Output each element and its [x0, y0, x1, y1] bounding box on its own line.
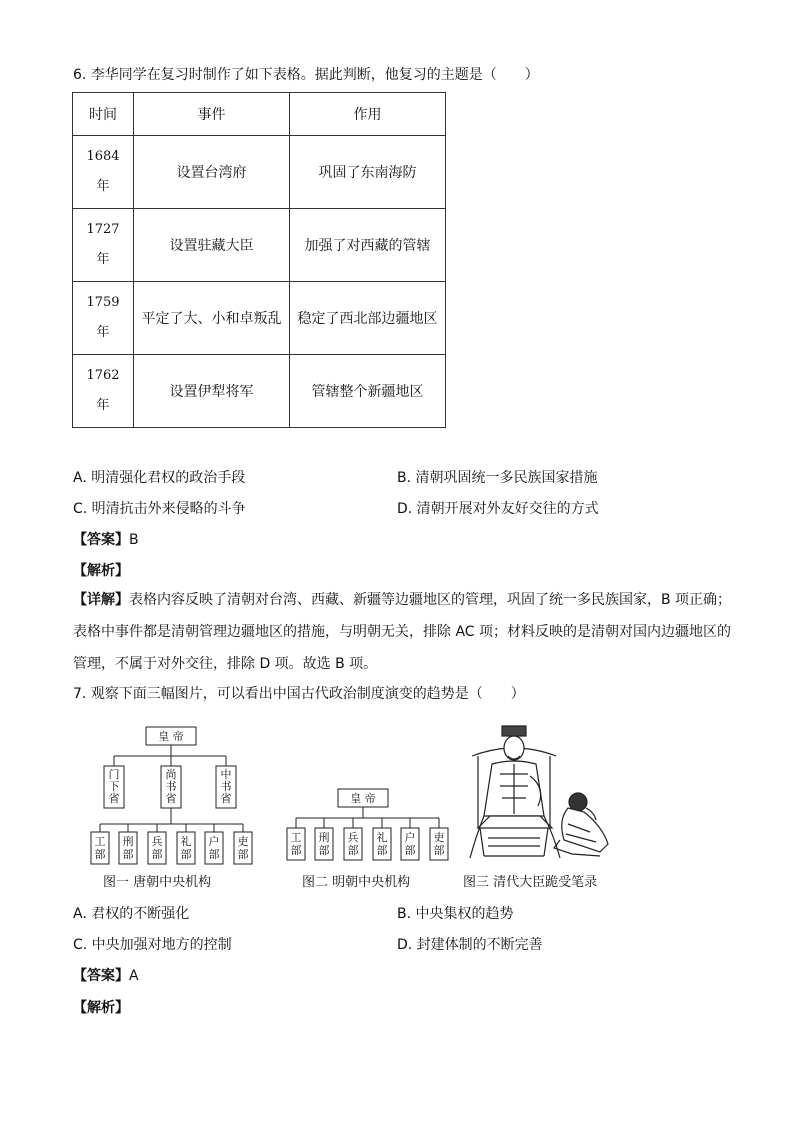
fig2-ministry: 吏部: [433, 831, 445, 857]
q6-table: [72, 92, 446, 428]
fig2-ministry: 礼部: [376, 831, 388, 857]
table-row: [73, 355, 446, 428]
header-event: 事件: [134, 93, 290, 136]
q6-option-d: D. 清朝开展对外友好交往的方式: [397, 501, 599, 517]
effect-cell: 稳定了西北部边疆地区: [290, 282, 446, 355]
year-number: 1684: [86, 149, 120, 164]
fig2-caption: 图二 明朝中央机构: [302, 875, 411, 890]
q6-stem: 6. 李华同学在复习时制作了如下表格。据此判断，他复习的主题是（ ）: [73, 67, 539, 83]
event-cell: 平定了大、小和卓叛乱: [134, 282, 290, 355]
q7-figures: [60, 716, 660, 868]
fig1-secretariat: 门下省: [108, 768, 120, 805]
year-number: 1727: [86, 222, 120, 237]
q7-analysis-label: 【解析】: [73, 1000, 129, 1016]
event-cell: 设置伊犁将军: [134, 355, 290, 428]
year-unit: 年: [96, 398, 110, 413]
fig1-ministry: 礼部: [180, 835, 192, 861]
fig2-ministry: 刑部: [318, 831, 330, 857]
year-cell: [73, 136, 134, 209]
fig2-emperor: 皇 帝: [350, 792, 376, 805]
table-row: [73, 282, 446, 355]
effect-cell: 管辖整个新疆地区: [290, 355, 446, 428]
header-time: 时间: [73, 93, 134, 136]
answer-label: 【答案】: [73, 968, 129, 984]
fig1-ministry: 户部: [208, 835, 220, 861]
fig2-ministry: 户部: [404, 831, 416, 857]
event-cell: 设置驻藏大臣: [134, 209, 290, 282]
qing-illustration: [470, 726, 608, 858]
q6-detail: [73, 584, 733, 680]
answer-value: A: [129, 968, 139, 984]
effect-cell: 巩固了东南海防: [290, 136, 446, 209]
year-cell: [73, 209, 134, 282]
year-cell: [73, 282, 134, 355]
table-row: [73, 136, 446, 209]
q6-option-c: C. 明清抗击外来侵略的斗争: [73, 501, 246, 517]
fig2-ministry: 工部: [290, 831, 302, 857]
year-cell: [73, 355, 134, 428]
q7-option-c: C. 中央加强对地方的控制: [73, 937, 232, 953]
detail-text: 表格内容反映了清朝对台湾、西藏、新疆等边疆地区的管理，巩固了统一多民族国家，B 项正确；表格中事件都是清朝管理边疆地区的措施，与明朝无关，排除 AC 项；材料反映的是清朝对国内边疆地区的管理，不属于对外交往，排除 D 项。故选 B 项。: [73, 592, 732, 672]
q7-option-b: B. 中央集权的趋势: [397, 906, 514, 922]
table-row: [73, 209, 446, 282]
event-cell: 设置台湾府: [134, 136, 290, 209]
fig1-emperor: 皇 帝: [158, 730, 184, 743]
q6-analysis-label: 【解析】: [73, 563, 129, 579]
fig1-ministry: 吏部: [237, 835, 249, 861]
answer-value: B: [129, 532, 139, 548]
q6-option-b: B. 清朝巩固统一多民族国家措施: [397, 470, 598, 486]
fig1-ministry: 兵部: [151, 835, 163, 861]
year-unit: 年: [96, 179, 110, 194]
q7-answer: [73, 965, 139, 985]
year-unit: 年: [96, 325, 110, 340]
q6-option-a: A. 明清强化君权的政治手段: [73, 470, 246, 486]
fig2-ministry: 兵部: [347, 831, 359, 857]
header-effect: 作用: [290, 93, 446, 136]
fig3-caption: 图三 清代大臣跪受笔录: [463, 875, 598, 890]
year-number: 1762: [86, 368, 120, 383]
q7-stem: 7. 观察下面三幅图片，可以看出中国古代政治制度演变的趋势是（ ）: [73, 686, 525, 702]
table-header-row: [73, 93, 446, 136]
q7-option-d: D. 封建体制的不断完善: [397, 937, 543, 953]
answer-label: 【答案】: [73, 532, 129, 548]
year-number: 1759: [86, 295, 120, 310]
fig1-secretariat: 尚书省: [165, 768, 177, 805]
detail-label: 【详解】: [73, 592, 129, 608]
q6-answer: [73, 529, 139, 549]
year-unit: 年: [96, 252, 110, 267]
fig1-secretariat: 中书省: [220, 768, 232, 805]
fig1-caption: 图一 唐朝中央机构: [103, 875, 212, 890]
fig1-ministry: 工部: [94, 835, 106, 861]
q7-option-a: A. 君权的不断强化: [73, 906, 190, 922]
effect-cell: 加强了对西藏的管辖: [290, 209, 446, 282]
fig1-ministry: 刑部: [122, 835, 134, 861]
